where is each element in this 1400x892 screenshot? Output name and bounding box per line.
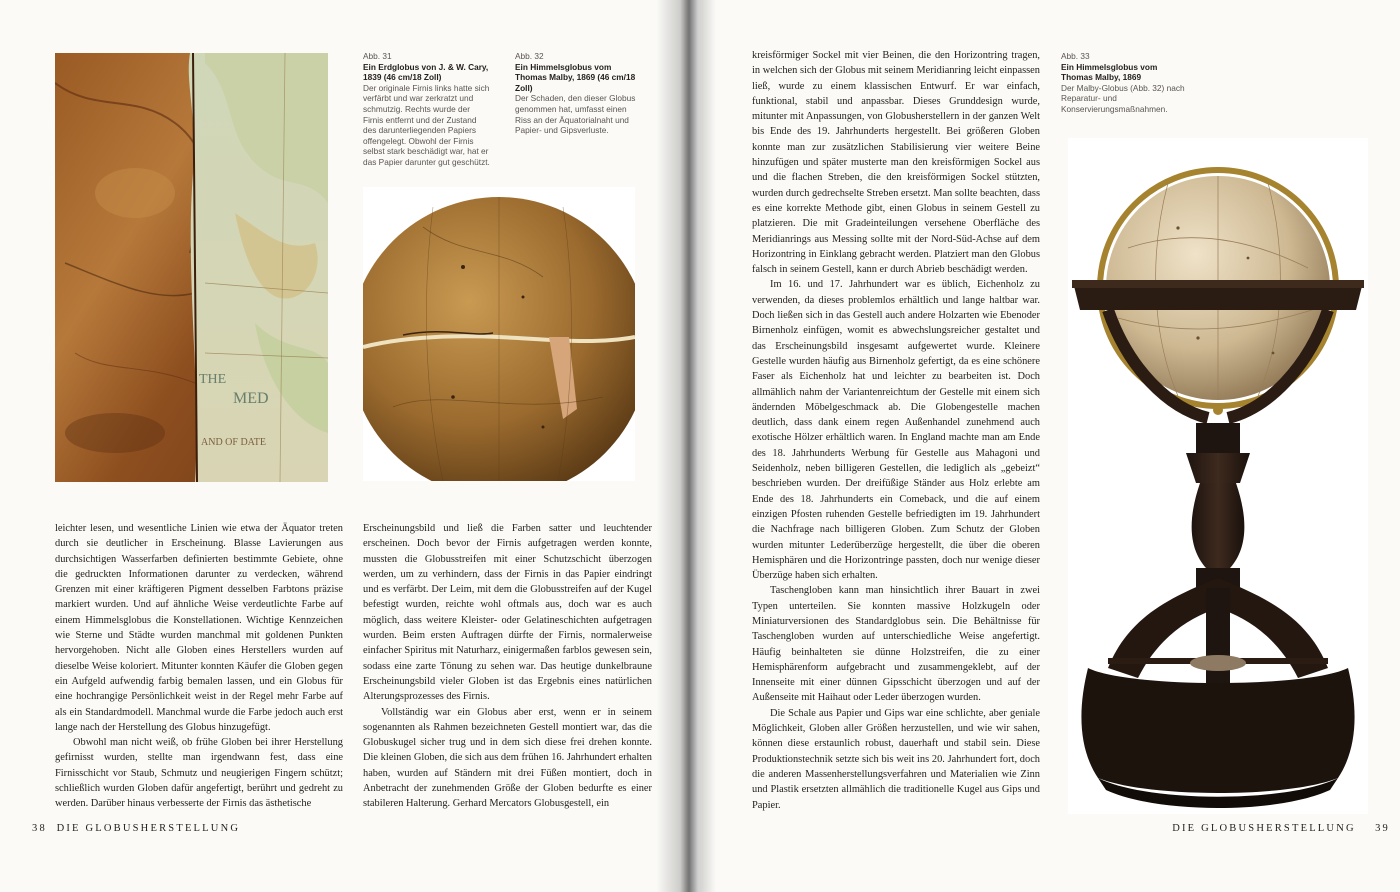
book-gutter-shadow bbox=[656, 0, 716, 892]
paragraph: Taschengloben kann man hinsichtlich ihrer Bauart in zwei Typen unterteilen. Sie konnten massive Holzkugeln oder Miniaturversionen des Standardglobus sein. Die Behältnisse für Taschengloben wurden auf unterschiedliche Weise angefertigt. Häufig beinhalteten sie dünne Holzstreifen, die zu einer Hemisphärenform aufgebracht und zusammengeklebt, auf der Innenseite mit einer dünnen Gipsschicht überzogen und auf der Außenseite mit Haihaut oder Leder überzogen wurden. bbox=[752, 585, 1040, 704]
right-page bbox=[700, 0, 1400, 892]
map-label-date: AND OF DATE bbox=[201, 437, 266, 448]
paragraph: leichter lesen, und wesentliche Linien wie etwa der Äquator treten durch sie deutlicher in Erscheinung. Blasse Lavierungen aus durchsichtigen Wasserfarben definierten bestimmte Gebiete, ohne die gedruckten Informationen darunter zu verdecken, während Grenzen mit einer kräftigeren Pigment desselben Farbtons präzise markiert wurden. Und auf ähnliche Weise verdeutlichte Farbe auf einem Himmelsglobus die Konstellationen. Wichtige Kennzeichen wie Sterne und Städte wurden manchmal mit goldenen Punkten hervorgehoben. Nicht alle Globen eines Herstellers wurden auf dieselbe Weise koloriert. Mitunter konnten Käufer die Globen gegen ein Aufgeld aufwendig farbig bemalen lassen, und ein Globus für eine hochrangige Persönlichkeit weist in der Regel mehr Farbe auf als ein Standardmodell. Manchmal wurde die Farbe jedoch auch erst lange nach der Herstellung des Globus hinzugefügt. bbox=[55, 523, 343, 733]
running-head: DIE GLOBUSHERSTELLUNG bbox=[56, 823, 241, 834]
left-page bbox=[0, 0, 688, 892]
paragraph: Erscheinungsbild und ließ die Farben satter und leuchtender erscheinen. Doch bevor der Firnis aufgetragen werden konnte, mussten die Globusstreifen mit einer Schutzschicht überzogen werden, um zu verhindern, dass der Firnis in das Papier eindringt und es verfärbt. Der Leim, mit dem die Globusstreifen auf der Kugel befestigt wurden, reichte wohl oftmals aus, doch war es auch möglich, dass weitere Kleister- oder Gelatineschichten aufgetragen wurden. Beim ersten Auftragen dürfte der Firnis, normalerweise einfacher Spiritus mit Naturharz, einigermaßen farblos gewesen sein, sodass eine zarte Tönung zu sehen war. Das heutige dunkelbraune Erscheinungsbild vieler Globen ist das Ergebnis eines natürlichen Alterungsprozesses des Firnis. bbox=[363, 523, 652, 703]
damaged-globe-image bbox=[363, 187, 635, 481]
caption-body: Der Malby-Globus (Abb. 32) nach Reparatur- und Konservierungsmaßnahmen. bbox=[1061, 82, 1185, 114]
page-number: 38 bbox=[32, 823, 47, 834]
caption-number: Abb. 31 bbox=[363, 51, 392, 61]
caption-title: Ein Erdglobus von J. & W. Cary, 1839 (46 cm/18 Zoll) bbox=[363, 61, 489, 83]
caption-body: Der Schaden, den dieser Globus genommen hat, umfasst einen Riss an der Äquatorialnaht und Papier- und Gipsverluste. bbox=[515, 93, 636, 136]
caption-number: Abb. 32 bbox=[515, 51, 544, 61]
left-folio bbox=[32, 823, 240, 834]
right-folio bbox=[1172, 823, 1390, 834]
left-text-column-1 bbox=[55, 521, 343, 812]
caption-body: Der originale Firnis links hatte sich verfärbt und war zerkratzt und schmutzig. Rechts wurde der Firnis entfernt und der Zustand des darunterliegenden Papiers offengelegt. Obwohl der Firnis selbst stark beschädigt war, hat er das Papier darunter gut geschützt. bbox=[363, 82, 490, 167]
paragraph: Im 16. und 17. Jahrhundert war es üblich, Eichenholz zu verwenden, da dieses problemlos erhältlich und lange haltbar war. Doch ließen sich in das Gestell auch andere Holzarten wie Ebenoder Birnenholz einfügen, womit es abwechslungsreicher gestaltet und das Erscheinungsbild insgesamt aufgewertet wurde. Kleinere Gestelle wurden häufig aus Birnenholz gefertigt, da es eine schönere Faser als Eichenholz hat und leichter zu bearbeiten ist. Doch allmählich nahm der Variantenreichtum der Gestelle mit einem sich ändernden Möbelgeschmack ab. Die Globengestelle machen deutlich, dass dank einem regen Außenhandel zunehmend auch exotische Hölzer erhältlich waren. In England machte man am Ende des 18. Jahrhunderts Werbung für Gestelle aus Mahagoni und Seidenholz, neben billigeren Gestellen, die lediglich als „gebeizt“ beschrieben wurden. Der dreifüßige Ständer aus Holz erlebte am Ende des 18. Jahrhunderts ein Comeback, und die auf einem einzigen Pfosten ruhenden Gestelle befriedigten im 19. Jahrhundert die Nachfrage nach billigeren Globen. Zum Schutz der Globen wurden mitunter Lederüberzüge hergestellt, die über die oberen Hemisphären und die Horizontringe passten, doch nur wenige dieser Überzüge haben sich erhalten. bbox=[752, 279, 1040, 582]
paragraph: kreisförmiger Sockel mit vier Beinen, die den Horizontring tragen, in welchen sich der Globus mit seinem Meridianring leicht einpassen ließ, wurde zu einem klassischen Entwurf. Er war einfach, funktional, stabil und anpassbar. Dieses Grunddesign wurde, mitunter mit Anpassungen, von Globusherstellern in der ganzen Welt bis Ende des 19. Jahrhunderts hergestellt. Bei größeren Globen konnte man zur zusätzlichen Stabilisierung vier weitere Beine hinzufügen und später musterte man den kreisförmigen Sockel aus und die flachen Streben, die den kreisförmigen Sockel stützten, wurden durch gedrechselte Streben ersetzt. Man sollte beachten, dass es eine korrekte Methode gibt, einen Globus in seinem Gestell zu platzieren. Die mit Gradeinteilungen versehene Oberfläche des Meridianrings aus Messing sollte mit der Nord-Süd-Achse auf dem Horizontring in Einklang gebracht werden. Platziert man den Globus falsch in seinem Gestell, kann er durch Abrieb beschädigt werden. bbox=[752, 50, 1040, 276]
map-label-med: MED bbox=[233, 390, 269, 407]
caption-title: Ein Himmelsglobus vom Thomas Malby, 1869 bbox=[1061, 61, 1158, 83]
right-text-column bbox=[752, 48, 1040, 813]
caption-abb-32 bbox=[515, 51, 645, 136]
globe-on-stand-image bbox=[1068, 138, 1368, 814]
earth-globe-varnish-photo bbox=[55, 53, 328, 482]
running-head: DIE GLOBUSHERSTELLUNG bbox=[1172, 823, 1356, 834]
earth-globe-varnish-image bbox=[55, 53, 328, 482]
caption-abb-33 bbox=[1061, 51, 1191, 115]
page-number: 39 bbox=[1375, 823, 1390, 834]
restored-celestial-globe-photo bbox=[1068, 138, 1368, 814]
paragraph: Die Schale aus Papier und Gips war eine schlichte, aber geniale Möglichkeit, Globen aller Größen herzustellen, und wie wir sahen, können diese erstaunlich robust, dauerhaft und stabil sein. Diese Produktionstechnik setzte sich bis weit ins 20. Jahrhundert fort, doch die anderen Massenherstellungsverfahren und Materialien wie Zinn und Plastik ersetzten allmählich die traditionelle Kugel aus Gips und Papier. bbox=[752, 707, 1040, 811]
caption-abb-31 bbox=[363, 51, 491, 168]
left-text-column-2 bbox=[363, 521, 652, 812]
caption-title: Ein Himmelsglobus vom Thomas Malby, 1869 (46 cm/18 Zoll) bbox=[515, 61, 636, 93]
map-label-the: THE bbox=[199, 372, 227, 387]
damaged-celestial-globe-photo bbox=[363, 187, 635, 481]
paragraph: Obwohl man nicht weiß, ob frühe Globen bei ihrer Herstellung gefirnisst wurden, stellte man irgendwann fest, dass eine Firnisschicht vor Staub, Schmutz und neugierigen Fingern schützt; schließlich wurden Globen dafür angefertigt, berührt und gedreht zu werden. Darüber hinaus verbesserte der Firnis das ästhetische bbox=[55, 737, 343, 810]
caption-number: Abb. 33 bbox=[1061, 51, 1090, 61]
paragraph: Vollständig war ein Globus aber erst, wenn er in seinem sogenannten als Rahmen bezeichneten Gestell montiert war, das die Globuskugel sicher trug und in dem sich diese frei drehen konnte. Die kleinen Globen, die sich aus dem frühen 16. Jahrhundert erhalten haben, wurden auf Ständern mit drei Füßen montiert, doch in Anbetracht der zunehmenden Größe der Globen bedurfte es einer stabileren Halterung. Gerhard Mercators Globusgestell, ein bbox=[363, 706, 652, 810]
